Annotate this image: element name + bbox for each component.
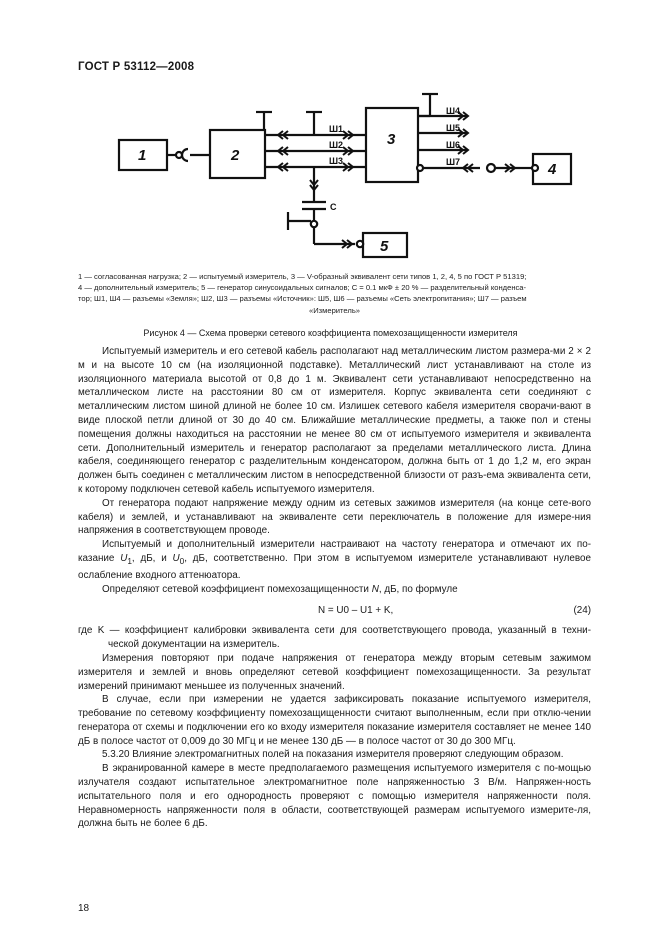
connector-sh1: Ш1 <box>329 124 344 134</box>
text: , дБ, и <box>131 552 173 564</box>
text: , дБ, соответственно. При этом в испытуемом измерителе устанавливают нулевое ослабление входного аттенюатора. <box>78 552 591 581</box>
symbol-u0: U <box>172 552 180 564</box>
block-3-label: 3 <box>387 131 396 148</box>
figure-caption: Рисунок 4 — Схема проверки сетевого коэффициента помехозащищенности измерителя <box>143 328 518 338</box>
formula: N = U0 – U1 + K, <box>318 605 394 617</box>
symbol-n: N <box>371 583 379 595</box>
test-circuit-diagram <box>0 88 661 268</box>
document-header: ГОСТ Р 53112—2008 <box>78 61 195 73</box>
paragraph <box>78 538 591 582</box>
formula-block <box>78 600 591 624</box>
connector-sh7: Ш7 <box>446 157 461 167</box>
paragraph: В экранированной камере в месте предполагаемого размещения испытуемого измерителя с по-мощью излучателя создают испытательное электромагнитное поле напряженностью 3 В/м. Напряжен-ность испытательного поля и его однородность проверяют с помощью измерителя напряженности поля. Неравномерность напряженности поля в области, соответствующей размерам испытуемого измерите-ля, должна быть не более 6 дБ. <box>78 763 591 830</box>
legend-line: 1 — согласованная нагрузка; 2 — испытуемый измеритель, 3 — V-образный эквивалент сети типов 1, 2, 4, 5 по ГОСТ Р 51319; <box>78 272 527 281</box>
subscript: 1 <box>127 556 132 566</box>
paragraph: От генератора подают напряжение между одним из сетевых зажимов измерителя (на конце сете-вого кабеля) и землей, и устанавливают на эквиваленте сети переключатель в положение для измере-ния напряжения в соответствующем проводе. <box>78 497 591 537</box>
paragraph <box>78 583 591 597</box>
text: , дБ, по формуле <box>378 583 458 595</box>
paragraph: Испытуемый измеритель и его сетевой кабель располагают над металлическим листом размера-ми 2 × 2 м и на высоте 10 см (на изоляционной подставке). Металлический лист устанавливают на столе из изоляционного материала высотой от 0,8 до 1 м. Эквивалент сети устанавливают непосредственно на металлическом листе на расстоянии 80 см от измерителя. Корпус эквивалента сети соединяют с металлическим листом шиной длиной не более 10 см. Излишек сетевого кабеля измерителя сворачи-вают в виде плоской петли длиной от 30 до 40 см. Ближайшие металлические предметы, а также пол и стены помещения должны находиться на расстоянии не менее 80 см от испытуемого измерителя и эквивалента сети. Дополнительный измеритель и генератор располагают за пределами металлического листа. Длина кабеля, соединяющего генератор с разделительным конденсатором, должна быть от 1 до 1,2 м, его экран должен быть соединен с металлическим листом в непосредственной близости от разъ-ема эквивалента сети, к которому подключен сетевой кабель испытуемого измерителя. <box>78 346 591 495</box>
text: коэффициент калибровки эквивалента сети для соответствующего провода, указанный в техни-ческой документации на измеритель. <box>108 625 591 651</box>
paragraph <box>78 624 591 652</box>
text: Определяют сетевой коэффициент помехозащищенности <box>102 583 372 595</box>
connector-sh4: Ш4 <box>446 106 461 116</box>
block-2-label: 2 <box>231 147 240 164</box>
block-5-label: 5 <box>380 238 389 255</box>
paragraph: Измерения повторяют при подаче напряжения от генератора между вторым сетевым зажимом измерителя и землей и вновь определяют сетевой коэффициент помехозащищенности. За результат измерений принимают меньшее из полученных значений. <box>78 652 591 692</box>
connector-sh2: Ш2 <box>329 140 344 150</box>
paragraph: 5.3.20 Влияние электромагнитных полей на показания измерителя проверяют следующим образом. <box>102 749 564 761</box>
symbol-u1: U <box>120 552 128 564</box>
formula-number: (24) <box>573 605 591 617</box>
block-4-label: 4 <box>548 161 557 178</box>
legend-line: «Измеритель» <box>308 305 361 315</box>
connector-sh3: Ш3 <box>329 156 344 166</box>
connector-sh6: Ш6 <box>446 140 461 150</box>
capacitor-label: С <box>330 202 337 212</box>
connector-sh5: Ш5 <box>446 123 461 133</box>
subscript: 0 <box>179 556 185 566</box>
definition-label: где K — <box>78 625 120 637</box>
legend-line: тор; Ш1, Ш4 — разъемы «Земля»; Ш2, Ш3 — разъемы «Источник»: Ш5, Ш6 — разъемы «Сеть электропитания»; Ш7 — разъем <box>78 294 527 304</box>
legend-line: 4 — дополнительный измеритель; 5 — генератор синусоидальных сигналов; С = 0.1 мкФ ± 20 % — разделительный конденса- <box>78 283 527 293</box>
text: Испытуемый и дополнительный измерители настраивают на частоту генератора и отмечают их по-казание <box>78 539 591 564</box>
figure-legend <box>78 271 591 316</box>
block-1-label: 1 <box>138 147 147 164</box>
body-text <box>78 345 591 831</box>
page-number: 18 <box>78 903 90 914</box>
paragraph: В случае, если при измерении не удается зафиксировать показание испытуемого измерителя, требование по сетевому коэффициенту помехозащищенности считают выполненным, если при отклю-чении генератора от схемы и подключении его ко входу измерителя показание измерителя составляет не менее 140 дБ в полосе частот от 0,009 до 30 МГц и не менее 130 дБ — в полосе частот от 30 до 300 МГц. <box>78 694 591 747</box>
